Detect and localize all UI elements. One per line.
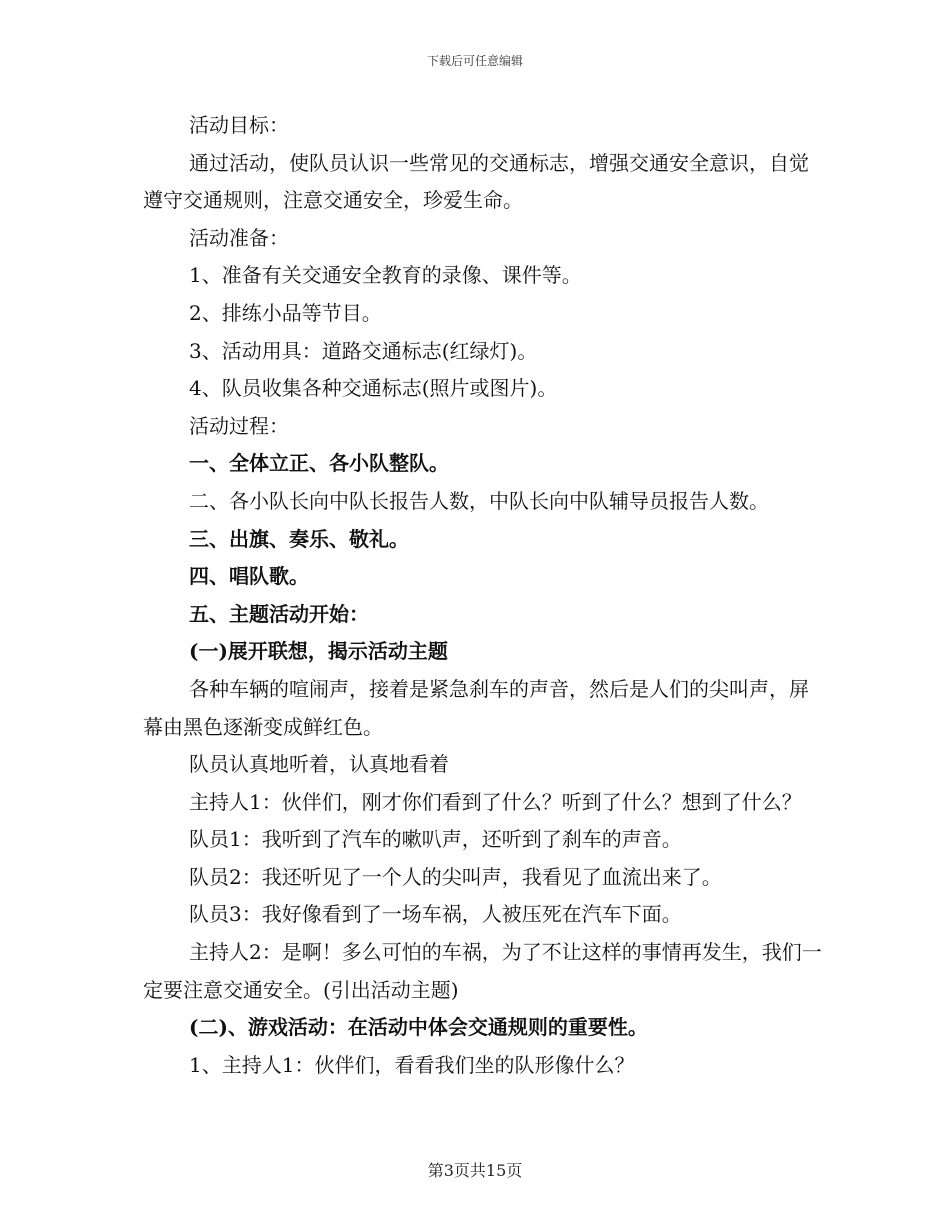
paragraph-sound-description: 各种车辆的喧闹声，接着是紧急刹车的声音，然后是人们的尖叫声，屏幕由黑色逐渐变成鲜红色。 — [143, 676, 809, 739]
paragraph-member-3: 队员3：我好像看到了一场车祸，人被压死在汽车下面。 — [189, 902, 682, 927]
page-footer: 第3页共15页 — [427, 1161, 523, 1180]
paragraph-preparation-heading: 活动准备： — [189, 225, 289, 250]
paragraph-step-3: 三、出旗、奏乐、敬礼。 — [189, 526, 409, 551]
paragraph-member-2: 队员2：我还听见了一个人的尖叫声，我看见了血流出来了。 — [189, 864, 722, 889]
paragraph-preparation-3: 3、活动用具：道路交通标志(红绿灯)。 — [189, 338, 538, 363]
paragraph-activity-goal-heading: 活动目标： — [189, 113, 289, 137]
paragraph-step-1: 一、全体立正、各小队整队。 — [189, 451, 449, 476]
paragraph-section-2-heading: (二)、游戏活动：在活动中体会交通规则的重要性。 — [189, 1015, 648, 1040]
paragraph-process-heading: 活动过程： — [189, 413, 289, 438]
page-header: 下载后可任意编辑 — [426, 54, 523, 68]
paragraph-preparation-1: 1、准备有关交通安全教育的录像、课件等。 — [189, 263, 582, 288]
paragraph-activity-goal: 通过活动，使队员认识一些常见的交通标志，增强交通安全意识，自觉遵守交通规则，注意交通安全，珍爱生命。 — [143, 150, 809, 213]
paragraph-game-host-1: 1、主持人1：伙伴们，看看我们坐的队形像什么？ — [189, 1052, 635, 1077]
paragraph-step-5: 五、主题活动开始： — [189, 601, 369, 626]
paragraph-step-2: 二、各小队长向中队长报告人数，中队长向中队辅导员报告人数。 — [189, 488, 769, 513]
paragraph-member-1: 队员1：我听到了汽车的嗽叭声，还听到了刹车的声音。 — [189, 827, 682, 852]
paragraph-host-2: 主持人2：是啊！多么可怕的车祸，为了不让这样的事情再发生，我们一定要注意交通安全。(引出活动主题) — [143, 940, 822, 1002]
paragraph-host-1-question: 主持人1：伙伴们，刚才你们看到了什么？听到了什么？想到了什么？ — [189, 789, 802, 814]
paragraph-step-4: 四、唱队歌。 — [189, 564, 309, 589]
paragraph-preparation-4: 4、队员收集各种交通标志(照片或图片)。 — [189, 376, 558, 401]
paragraph-section-1-heading: (一)展开联想，揭示活动主题 — [189, 639, 448, 664]
paragraph-members-listen: 队员认真地听着，认真地看着 — [189, 752, 449, 777]
paragraph-preparation-2: 2、排练小品等节目。 — [189, 300, 382, 325]
document-body — [143, 107, 823, 1084]
